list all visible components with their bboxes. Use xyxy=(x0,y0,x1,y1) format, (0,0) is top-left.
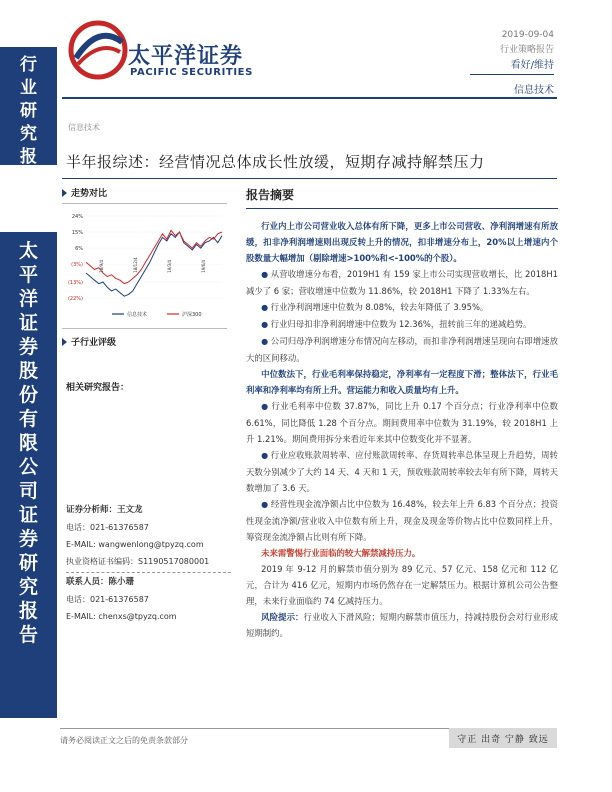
bullet-text: 行业应收账款周转率、应付账款周转率、存货周转率总体呈现上升趋势，周转天数分别减少了大约 14 天、4 天和 1 天，预收账款周转率较去年有所下降，周转天数增加了 3.6 天。 xyxy=(246,450,559,493)
band-char: 究 xyxy=(20,124,37,144)
contact-phone: 电话：021-61376587 xyxy=(66,595,149,604)
band-char: 份 xyxy=(18,384,38,406)
report-title: 半年报综述：经营情况总体成长性放缓，短期存减持解禁压力 xyxy=(66,153,485,171)
band-char: 券 xyxy=(18,528,38,550)
x-tick-label: 18/9/4 xyxy=(99,259,104,273)
triangle-marker-icon xyxy=(62,338,67,346)
band-char: 业 xyxy=(20,78,37,98)
bullet-icon: ● xyxy=(261,270,271,279)
sub-rating-heading xyxy=(62,335,227,348)
y-tick-label: (13%) xyxy=(67,279,83,286)
band-char: 报 xyxy=(18,600,38,622)
abstract-bullet xyxy=(246,496,558,545)
trend-chart-svg xyxy=(62,210,227,320)
bullet-icon: ● xyxy=(261,337,271,346)
report-date: 2019-09-04 xyxy=(501,30,554,40)
footer-disclaimer: 请务必阅读正文之后的免责条款部分 xyxy=(60,736,188,745)
band-char: 告 xyxy=(20,170,37,190)
analyst-email: E-MAIL: wangwenlong@tpyzq.com xyxy=(66,540,204,549)
x-tick-label: 18/12/4 xyxy=(133,257,138,273)
abstract-risk xyxy=(246,609,558,641)
series-line xyxy=(86,230,222,283)
trend-separator xyxy=(62,203,227,204)
contact-email: E-MAIL: chenxs@tpyzq.com xyxy=(66,612,177,621)
abstract-warning: 未来需警惕行业面临的较大解禁减持压力。 xyxy=(261,548,421,558)
subsector-label: 信息技术 xyxy=(68,123,100,132)
legend-label: 沪深300 xyxy=(182,312,202,318)
abstract-column xyxy=(246,186,558,641)
bullet-text: 行业归母扣非净利润增速中位数为 12.36%，扭转前三年的递减趋势。 xyxy=(270,319,532,329)
header-sector: 信息技术 xyxy=(514,85,554,96)
band-char: 太 xyxy=(18,240,38,262)
band-char: 限 xyxy=(18,432,38,454)
bullet-text: 行业毛利率中位数 37.87%，同比上升 0.17 个百分点；行业净利率中位数 6.61%，同比降低 1.28 个百分点。期间费用率中位数为 31.19%，较 2018H1 上升 1.21%。期间费用拆分来看近年来其中位数变化并不显著。 xyxy=(246,401,558,444)
abstract-heading: 报告摘要 xyxy=(246,188,295,202)
analyst-license: 执业资格证书编码：S1190517080001 xyxy=(66,557,210,566)
band-char: 行 xyxy=(20,55,37,75)
band-company-research xyxy=(0,232,57,718)
abstract-bullet xyxy=(246,333,558,366)
chart-separator xyxy=(62,328,227,329)
abstract-highlight-2: 中位数法下，行业毛利率保持稳定，净利率有一定程度下滑；整体法下，行业毛利率和净利率均有所上升。营运能力和收入质量均有上升。 xyxy=(246,369,558,395)
y-tick-label: 15% xyxy=(71,230,83,237)
band-char: 证 xyxy=(18,312,38,334)
bullet-icon: ● xyxy=(261,320,271,329)
x-tick-label: 19/6/4 xyxy=(201,259,206,273)
trend-heading-text: 走势对比 xyxy=(71,189,108,199)
abstract-unlock-text: 2019 年 9-12 月的解禁市值分别为 89 亿元、57 亿元、158 亿元和 112 亿元，合计为 416 亿元，短期内市场仍然存在一定解禁压力。根据计算机公司公告整理，未来行业面临约 74 亿减持压力。 xyxy=(246,564,558,606)
abstract-bullet xyxy=(246,316,558,333)
analyst-name: 证券分析师：王文龙 xyxy=(66,505,143,515)
band-char: 究 xyxy=(18,576,38,598)
bullet-text: 从营收增速分布看，2019H1 有 159 家上市公司实现营收增长，比 2018H1 减少了 6 家；营收增速中位数为 11.86%，较 2018H1 下降了 1.33%左右。 xyxy=(246,269,558,296)
band-char: 研 xyxy=(18,552,38,574)
band-char: 公 xyxy=(18,456,38,478)
bullet-icon: ● xyxy=(261,303,271,312)
band-char: 券 xyxy=(18,336,38,358)
band-char: 司 xyxy=(18,480,38,502)
band-char: 股 xyxy=(18,360,38,382)
analyst-phone: 电话：021-61376587 xyxy=(66,523,149,532)
title-rule xyxy=(62,178,557,179)
footer-motto: 守正 出奇 宁静 致远 xyxy=(449,728,557,748)
rating: 看好/维持 xyxy=(510,60,554,71)
abstract-bullet xyxy=(246,398,558,447)
sub-rating-heading-text: 子行业评级 xyxy=(71,338,117,348)
bullet-text: 经营性现金流净额占比中位数为 16.48%，较去年上升 6.83 个百分点；投资性现金流净额/营业收入中位数有所上升，现金及现金等价物占比中位数同样上升，筹资现金流净额占比则有所下降。 xyxy=(246,499,558,542)
report-type: 行业策略报告 xyxy=(499,45,554,55)
bullet-icon: ● xyxy=(261,451,271,460)
footer xyxy=(60,728,557,748)
header-meta xyxy=(500,28,554,73)
legend-label: 信息技术 xyxy=(127,312,148,318)
y-tick-label: (22%) xyxy=(67,296,83,302)
trend-heading xyxy=(62,186,227,199)
band-char: 报 xyxy=(20,147,37,167)
bullet-text: 公司归母净利润增速分布情况向左移动，而扣非净利润增速呈现向右即增速放大的区间移动。 xyxy=(246,336,559,363)
band-char: 洋 xyxy=(18,288,38,310)
abstract-bullet xyxy=(246,299,558,316)
bullet-icon: ● xyxy=(261,402,272,411)
risk-label: 风险提示： xyxy=(261,612,304,622)
band-char: 证 xyxy=(18,504,38,526)
band-char: 平 xyxy=(18,264,38,286)
y-tick-label: (3%) xyxy=(71,262,83,269)
abstract-bullet xyxy=(246,266,558,299)
left-column xyxy=(62,186,227,348)
logo-en-text: PACIFIC SECURITIES xyxy=(130,67,253,78)
y-tick-label: 24% xyxy=(71,214,83,220)
contact-name: 联系人员：陈小珊 xyxy=(66,577,135,587)
logo-cn-text: 太平洋证券 xyxy=(128,44,244,69)
abstract-bullet xyxy=(246,447,558,496)
risk-text: 行业收入下滑风险；短期内解禁市值压力，持减持股份会对行业形成短期制约。 xyxy=(246,612,559,638)
x-tick-label: 19/3/4 xyxy=(167,259,172,273)
header-rule xyxy=(62,97,557,99)
header-divider xyxy=(470,74,554,75)
triangle-marker-icon xyxy=(62,189,67,197)
abstract-highlight-1: 行业内上市公司营业收入总体有所下降，更多上市公司营收、净利润增速有所放缓，扣非净利润增速则出现反转上升的情况，扣非增速分布上，20%以上增速内个股数量大幅增加（剔除增速>100%和<-100%的个股）。 xyxy=(246,221,558,263)
analyst-block xyxy=(66,502,231,625)
related-heading: 相关研究报告： xyxy=(66,383,130,393)
y-tick-label: 6% xyxy=(75,246,83,253)
bullet-text: 行业净利润增速中位数为 8.08%，较去年降低了 3.95%。 xyxy=(270,302,489,312)
bullet-icon: ● xyxy=(261,500,271,509)
trend-chart xyxy=(62,210,227,320)
band-char: 研 xyxy=(20,101,37,121)
analyst-divider xyxy=(66,572,231,573)
band-industry-research xyxy=(0,47,57,190)
abstract-rule xyxy=(246,208,558,209)
band-char: 告 xyxy=(18,624,38,646)
band-char: 有 xyxy=(18,408,38,430)
